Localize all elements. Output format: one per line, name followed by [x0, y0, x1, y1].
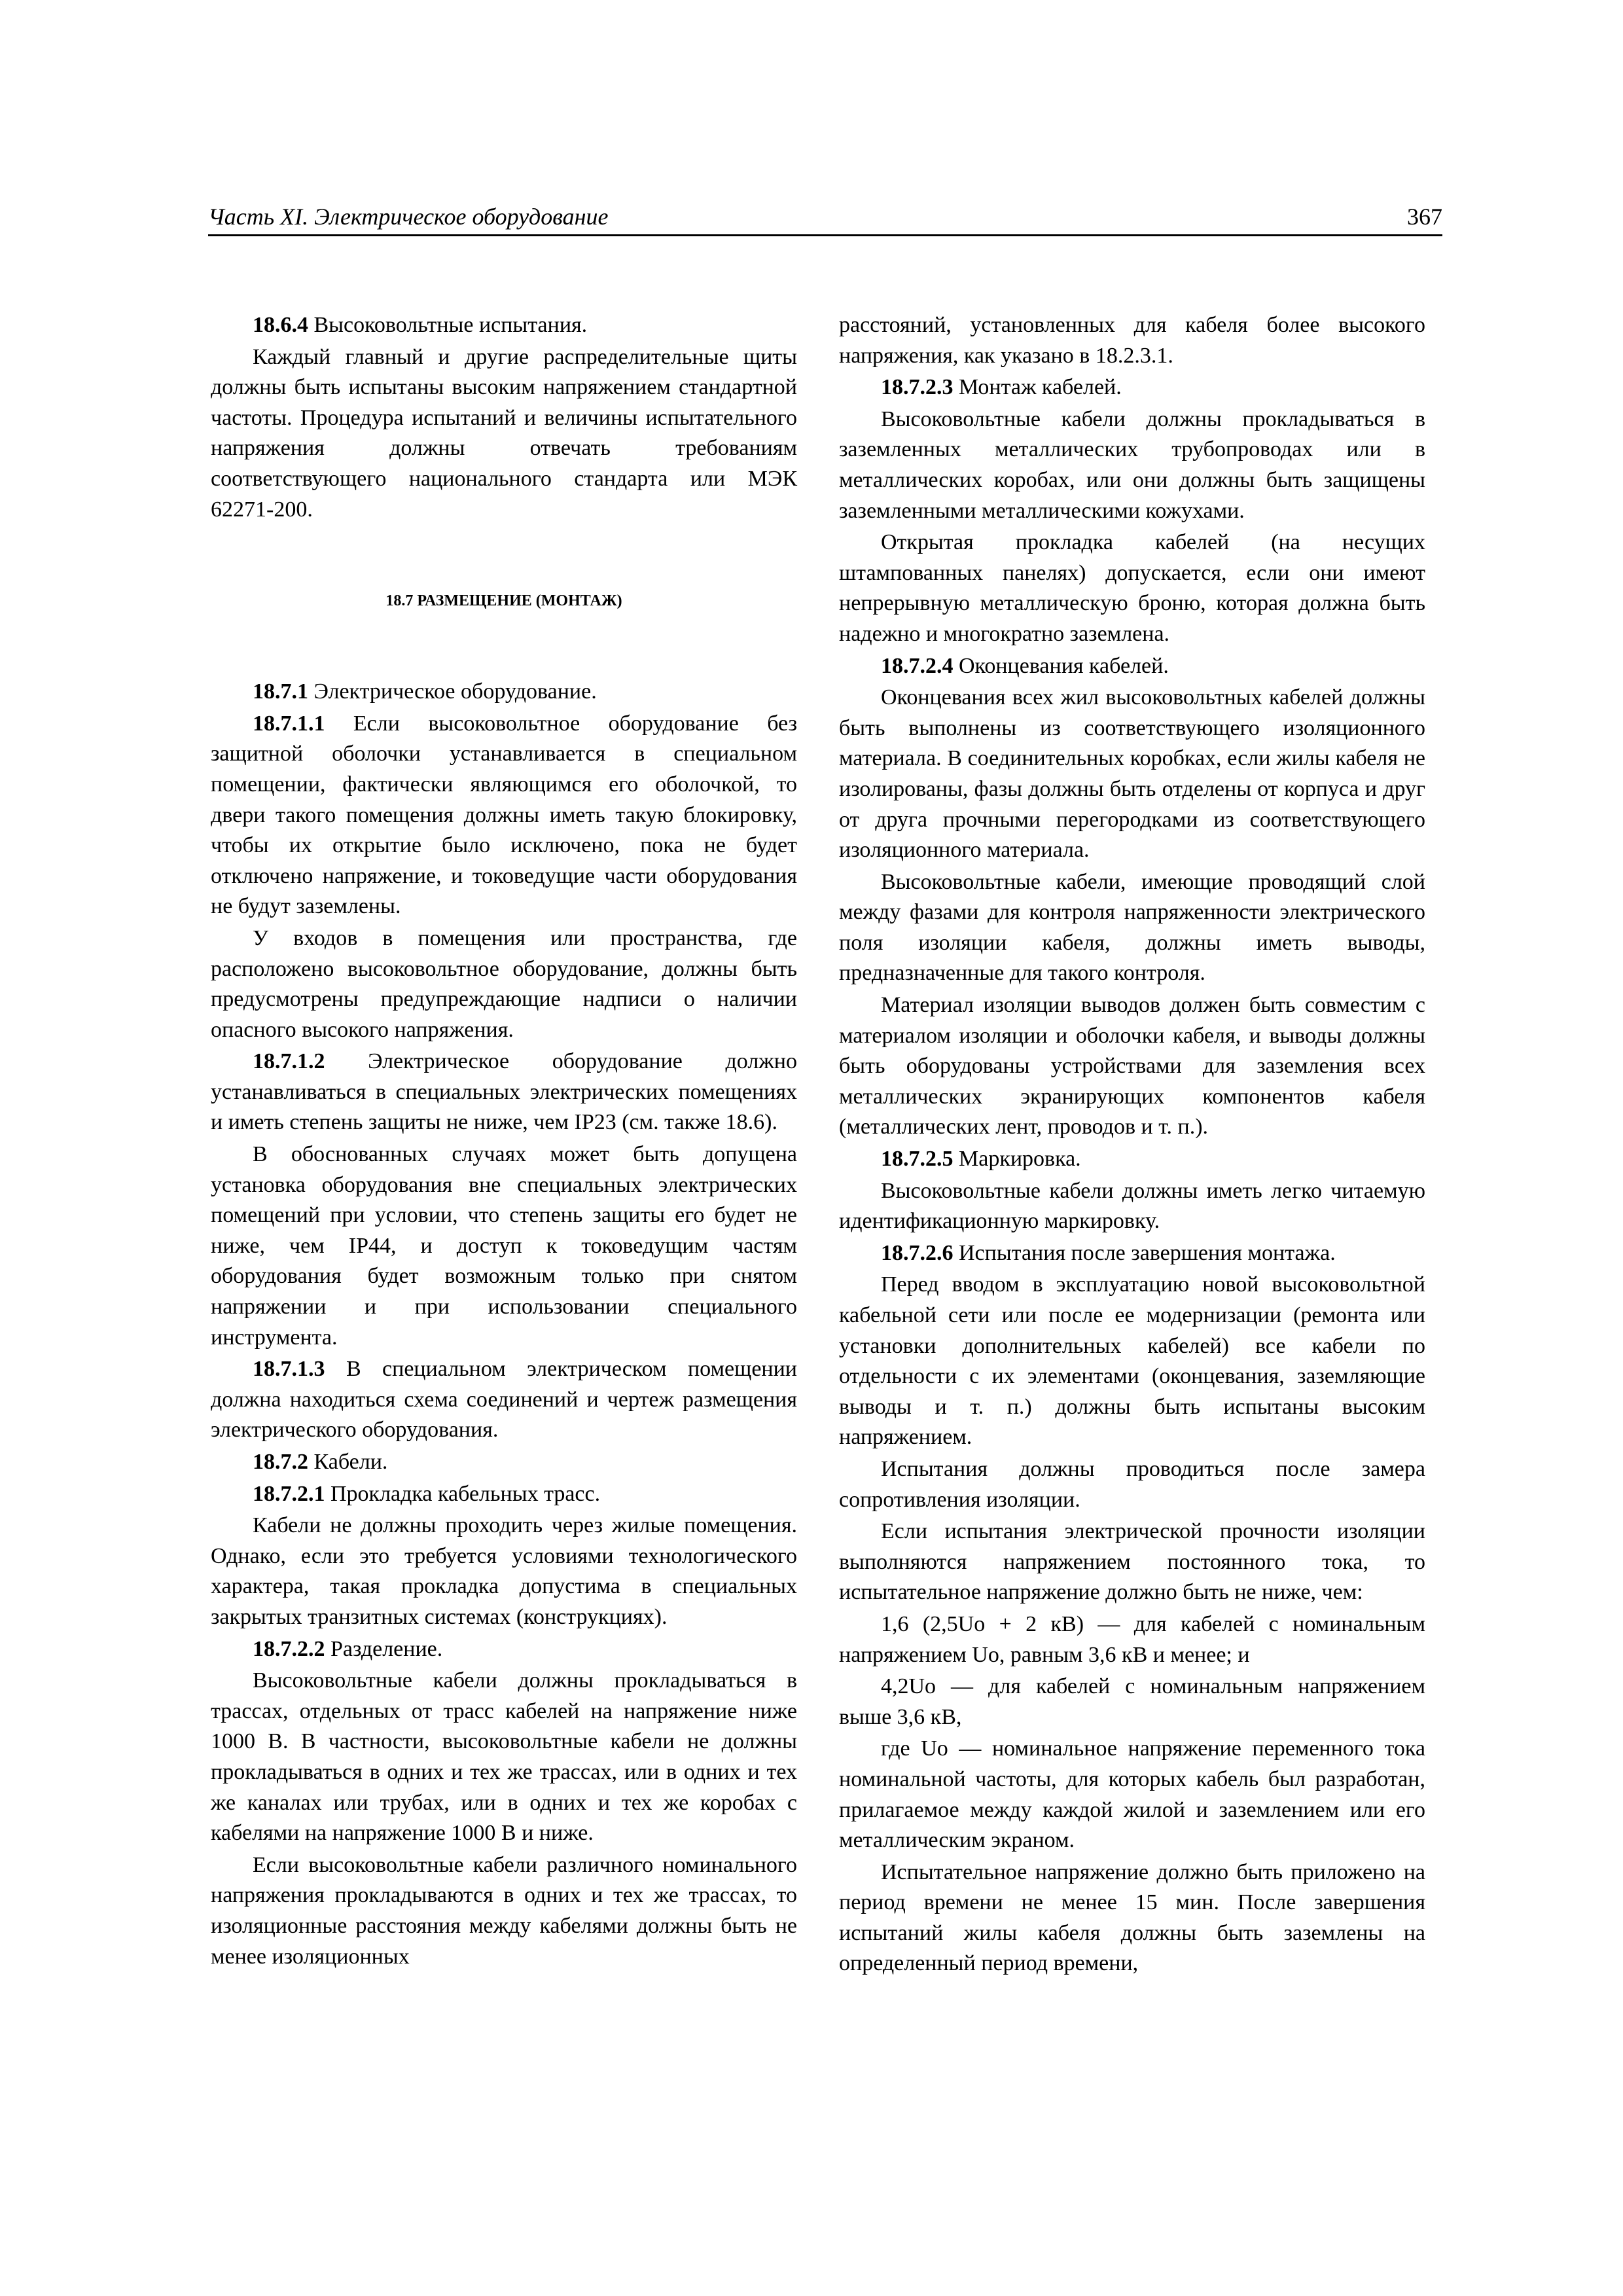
paragraph-text: Оконцевания всех жил высоковольтных кабелей должны быть выполнены из соответствующего изоляционного материала. В соединительных коробках, если жилы кабеля не изолированы, фазы должны быть отделены от корпуса и друг от друга прочными перегородками из соответствующего изоляционного материала. — [839, 685, 1425, 863]
paragraph — [839, 990, 1425, 1143]
paragraph-text: 1,6 (2,5Uo + 2 кВ) — для кабелей с номинальным напряжением Uo, равным 3,6 кВ и менее; и — [839, 1611, 1425, 1667]
paragraph-text: Материал изоляции выводов должен быть совместим с материалом изоляции и оболочки кабеля, и выводы должны быть оборудованы устройствами для заземления всех металлических экранирующих компонентов кабеля (металлических лент, проводов и т. п.). — [839, 993, 1425, 1139]
paragraph-text: Высоковольтные кабели должны иметь легко читаемую идентификационную маркировку. — [839, 1178, 1425, 1234]
paragraph-text: Высоковольтные кабели, имеющие проводящий слой между фазами для контроля напряженности электрического поля изоляции кабеля, должны иметь выводы, предназначенные для такого контроля. — [839, 869, 1425, 986]
paragraph-text: Каждый главный и другие распределительные щиты должны быть испытаны высоким напряжением стандартной частоты. Процедура испытаний и величины испытательного напряжения должны отвечать требованиям соответствующего национального стандарта или МЭК 62271-200. — [211, 344, 797, 522]
paragraph — [839, 1516, 1425, 1608]
paragraph-text: где Uo — номинальное напряжение переменного тока номинальной частоты, для которых кабель был разработан, прилагаемое между каждой жилой и заземлением или его металлическим экраном. — [839, 1736, 1425, 1853]
paragraph-text: Маркировка. — [953, 1147, 1081, 1172]
paragraph-text: В специальном электрическом помещении должна находиться схема соединений и чертеж размещения электрического оборудования. — [211, 1357, 797, 1443]
clause-number: 18.7.2.3 — [881, 375, 954, 400]
paragraph — [839, 372, 1425, 403]
paragraph — [211, 1479, 797, 1510]
clause-number: 18.7.2.1 — [253, 1481, 325, 1506]
right-column — [839, 310, 1425, 1981]
paragraph-text: Высоковольтные испытания. — [308, 313, 588, 337]
paragraph — [211, 1850, 797, 1972]
paragraph — [211, 1139, 797, 1353]
paragraph — [211, 1666, 797, 1849]
paragraph — [839, 528, 1425, 649]
paragraph — [839, 404, 1425, 526]
paragraph-text: Кабели не должны проходить через жилые помещения. Однако, если это требуется условиями технологического характера, такая прокладка допустима в специальных закрытых транзитных системах (конструкциях). — [211, 1513, 797, 1629]
clause-number: 18.7.1 — [253, 679, 308, 704]
paragraph-text: Если высоковольтные кабели различного номинального напряжения прокладываются в одних и тех же трассах, то изоляционные расстояния между кабелями должны быть не менее изоляционных — [211, 1852, 797, 1969]
paragraph-text: Высоковольтные кабели должны прокладываться в заземленных металлических трубопроводах или в металлических коробах, или они должны быть защищены заземленными металлическими кожухами. — [839, 406, 1425, 523]
paragraph — [211, 310, 797, 341]
paragraph-text: Открытая прокладка кабелей (на несущих штампованных панелях) допускается, если они имеют непрерывную металлическую броню, которая должна быть надежно и многократно заземлена. — [839, 530, 1425, 646]
clause-number: 18.7.1.2 — [253, 1049, 325, 1074]
clause-number: 18.7.1.3 — [253, 1357, 325, 1382]
paragraph — [839, 1609, 1425, 1670]
paragraph — [211, 709, 797, 922]
paragraph-text: У входов в помещения или пространства, где расположено высоковольтное оборудование, должны быть предусмотрены предупреждающие надписи о наличии опасного высокого напряжения. — [211, 925, 797, 1042]
paragraph — [211, 1354, 797, 1446]
clause-number: 18.7.1.1 — [253, 711, 325, 736]
clause-number: 18.7.2 — [253, 1450, 308, 1474]
paragraph — [211, 1511, 797, 1632]
paragraph — [839, 1672, 1425, 1732]
header-title: Часть XI. Электрическое оборудование — [208, 204, 609, 230]
section-heading: 18.7 РАЗМЕЩЕНИЕ (МОНТАЖ) — [385, 592, 622, 610]
paragraph-text: Электрическое оборудование должно устанавливаться в специальных электрических помещениях и иметь степень защиты не ниже, чем IP23 (см. также 18.6). — [211, 1049, 797, 1135]
paragraph — [839, 683, 1425, 866]
paragraph — [839, 867, 1425, 989]
paragraph-text: Если высоковольтное оборудование без защитной оболочки устанавливается в специальном помещении, фактически являющимся его оболочкой, то двери такого помещения должны иметь такую блокировку, чтобы их открытие было исключено, пока не будет отключено напряжение, и токоведущие части оборудования не будут заземлены. — [211, 711, 797, 919]
page-number: 367 — [1407, 204, 1442, 230]
left-column — [211, 310, 797, 1973]
paragraph-text: Монтаж кабелей. — [953, 375, 1122, 400]
paragraph-text: расстояний, установленных для кабеля более высокого напряжения, как указано в 18.2.3.1. — [839, 313, 1425, 368]
paragraph-text: 4,2Uo — для кабелей с номинальным напряжением выше 3,6 кВ, — [839, 1674, 1425, 1729]
paragraph — [839, 1857, 1425, 1979]
clause-number: 18.7.2.4 — [881, 653, 954, 678]
paragraph — [211, 342, 797, 526]
running-header — [208, 194, 1442, 236]
clause-number: 18.6.4 — [253, 313, 308, 337]
paragraph — [839, 1270, 1425, 1453]
paragraph-text: Испытания после завершения монтажа. — [953, 1240, 1336, 1265]
paragraph-text: Испытания должны проводиться после замера сопротивления изоляции. — [839, 1456, 1425, 1512]
paragraph — [839, 310, 1425, 371]
paragraph — [839, 1144, 1425, 1175]
paragraph-text: Разделение. — [325, 1636, 443, 1661]
paragraph — [211, 1047, 797, 1138]
paragraph-text: Кабели. — [308, 1450, 388, 1474]
clause-number: 18.7.2.6 — [881, 1240, 954, 1265]
paragraph — [839, 1238, 1425, 1269]
paragraph — [839, 1176, 1425, 1237]
paragraph-text: Перед вводом в эксплуатацию новой высоковольтной кабельной сети или после ее модернизации (ремонта или установки дополнительных кабелей) все кабели по отдельности с их элементами (оконцевания, заземляющие выводы и т. п.) должны быть испытаны высоким напряжением. — [839, 1272, 1425, 1450]
paragraph — [839, 1454, 1425, 1515]
paragraph-text: Если испытания электрической прочности изоляции выполняются напряжением постоянного тока, то испытательное напряжение должно быть не ниже, чем: — [839, 1519, 1425, 1605]
clause-number: 18.7.2.5 — [881, 1147, 954, 1172]
paragraph-text: В обоснованных случаях может быть допущена установка оборудования вне специальных электрических помещений при условии, что степень защиты его будет не ниже, чем IP44, и доступ к токоведущим частям оборудования будет возможным только при снятом напряжении и при использовании специального инструмента. — [211, 1142, 797, 1350]
paragraph — [211, 677, 797, 708]
paragraph — [211, 1634, 797, 1665]
paragraph — [839, 1734, 1425, 1856]
paragraph-text: Электрическое оборудование. — [308, 679, 597, 704]
paragraph — [211, 1447, 797, 1478]
paragraph — [211, 924, 797, 1045]
clause-number: 18.7.2.2 — [253, 1636, 325, 1661]
paragraph-text: Испытательное напряжение должно быть приложено на период времени не менее 15 мин. После завершения испытаний жилы кабеля должны быть заземлены на определенный период времени, — [839, 1859, 1425, 1976]
paragraph-text: Высоковольтные кабели должны прокладываться в трассах, отдельных от трасс кабелей на напряжение ниже 1000 В. В частности, высоковольтные кабели не должны прокладываться в одних и тех же трассах, или в одних и тех же каналах или трубах, или в одних и тех же коробах с кабелями на напряжение 1000 В и ниже. — [211, 1668, 797, 1846]
paragraph-text: Оконцевания кабелей. — [953, 653, 1169, 678]
paragraph — [839, 651, 1425, 682]
paragraph-text: Прокладка кабельных трасс. — [325, 1481, 601, 1506]
